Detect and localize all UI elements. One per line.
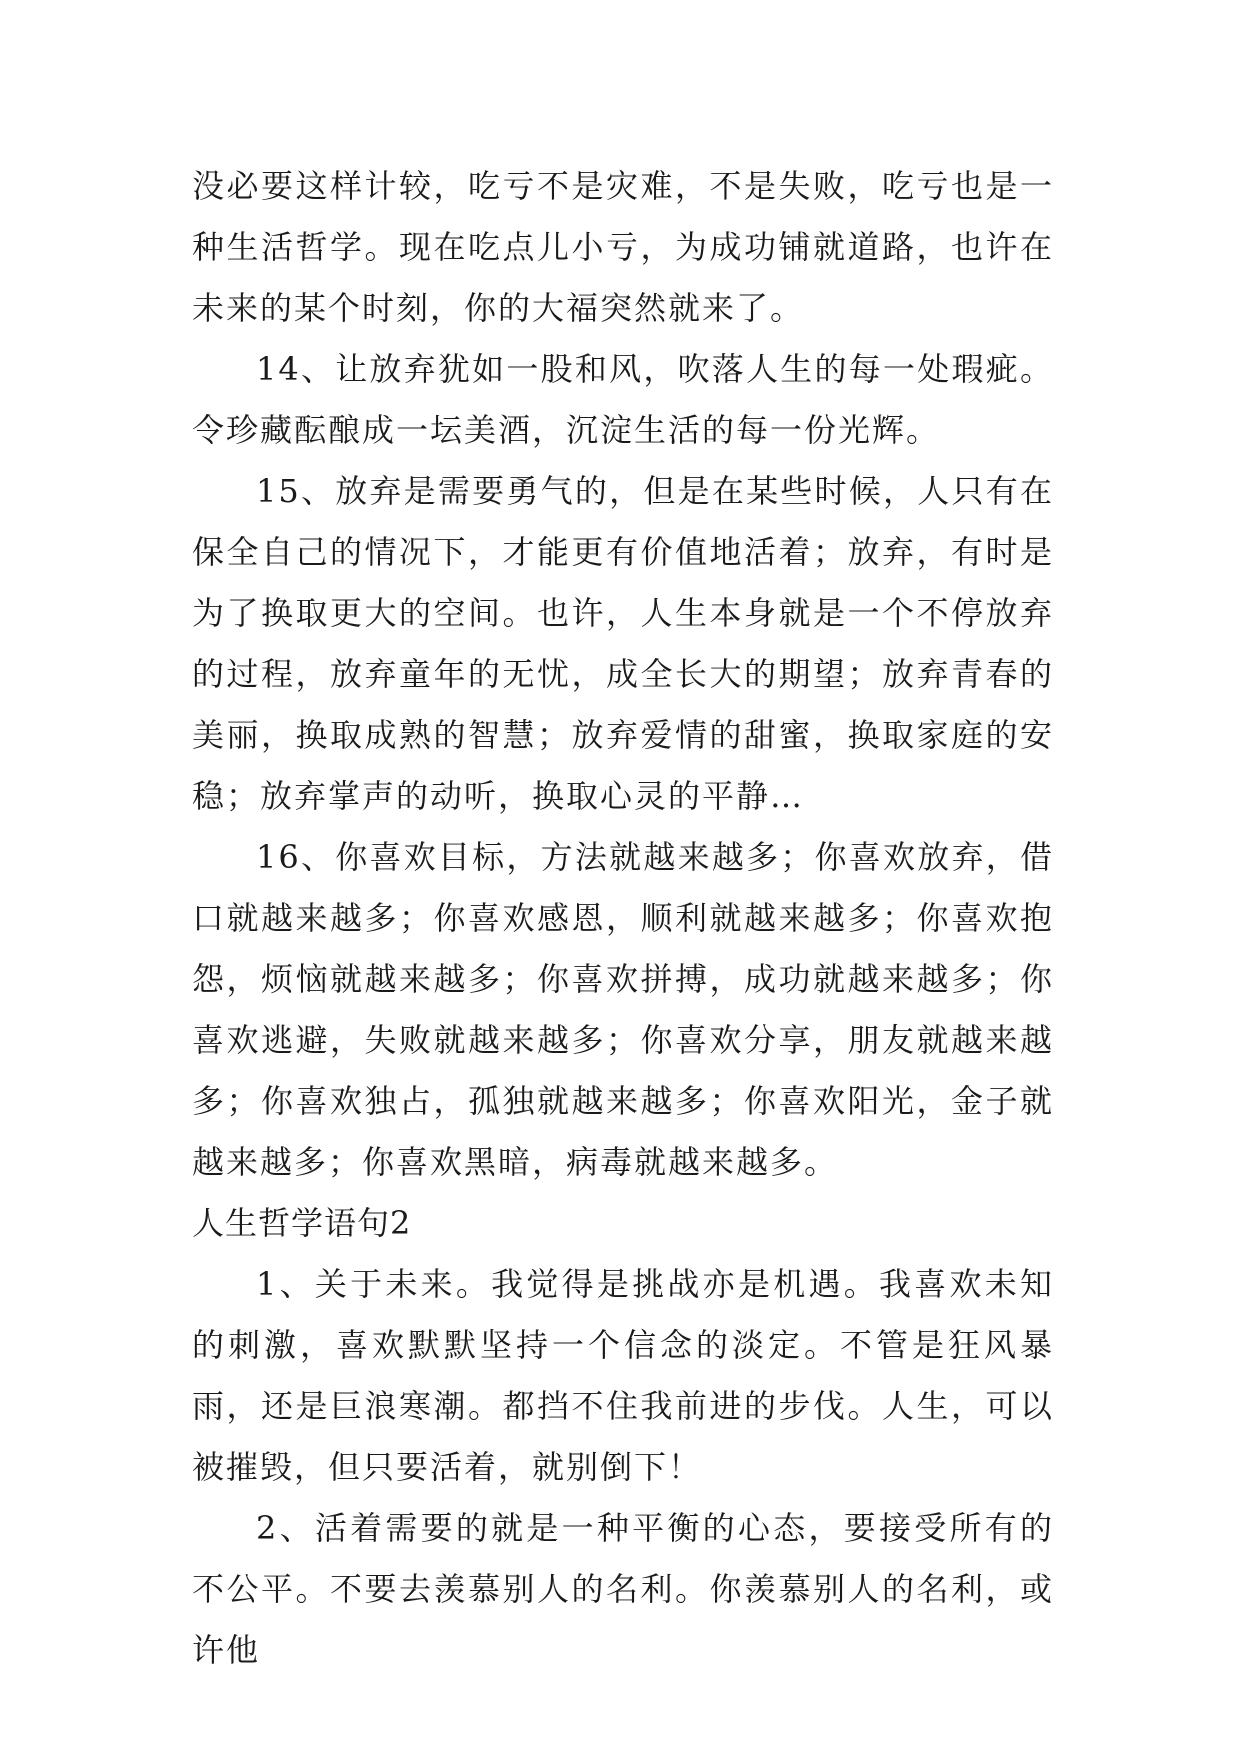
paragraph-section-2: 2、活着需要的就是一种平衡的心态，要接受所有的不公平。不要去羡慕别人的名利。你羡慕别人的名利，或许他 [192,1509,1054,1669]
paragraph-15: 15、放弃是需要勇气的，但是在某些时候，人只有在保全自己的情况下，才能更有价值地活着；放弃，有时是为了换取更大的空间。也许，人生本身就是一个不停放弃的过程，放弃童年的无忧，成全长大的期望；放弃青春的美丽，换取成熟的智慧；放弃爱情的甜蜜，换取家庭的安稳；放弃掌声的动听，换取心灵的平静… [192,472,1054,815]
document-page [192,156,1054,1681]
paragraph-section-1: 1、关于未来。我觉得是挑战亦是机遇。我喜欢未知的刺激，喜欢默默坚持一个信念的淡定。不管是狂风暴雨，还是巨浪寒潮。都挡不住我前进的步伐。人生，可以被摧毁，但只要活着，就别倒下！ [192,1265,1054,1486]
paragraph-16: 16、你喜欢目标，方法就越来越多；你喜欢放弃，借口就越来越多；你喜欢感恩，顺利就越来越多；你喜欢抱怨，烦恼就越来越多；你喜欢拼搏，成功就越来越多；你喜欢逃避，失败就越来越多；你喜欢分享，朋友就越来越多；你喜欢独占，孤独就越来越多；你喜欢阳光，金子就越来越多；你喜欢黑暗，病毒就越来越多。 [192,838,1054,1181]
paragraph-intro: 没必要这样计较，吃亏不是灾难，不是失败，吃亏也是一种生活哲学。现在吃点儿小亏，为成功铺就道路，也许在未来的某个时刻，你的大福突然就来了。 [192,167,1054,327]
section-heading: 人生哲学语句2 [192,1204,412,1242]
paragraph-14: 14、让放弃犹如一股和风，吹落人生的每一处瑕疵。令珍藏酝酿成一坛美酒，沉淀生活的每一份光辉。 [192,350,1054,449]
